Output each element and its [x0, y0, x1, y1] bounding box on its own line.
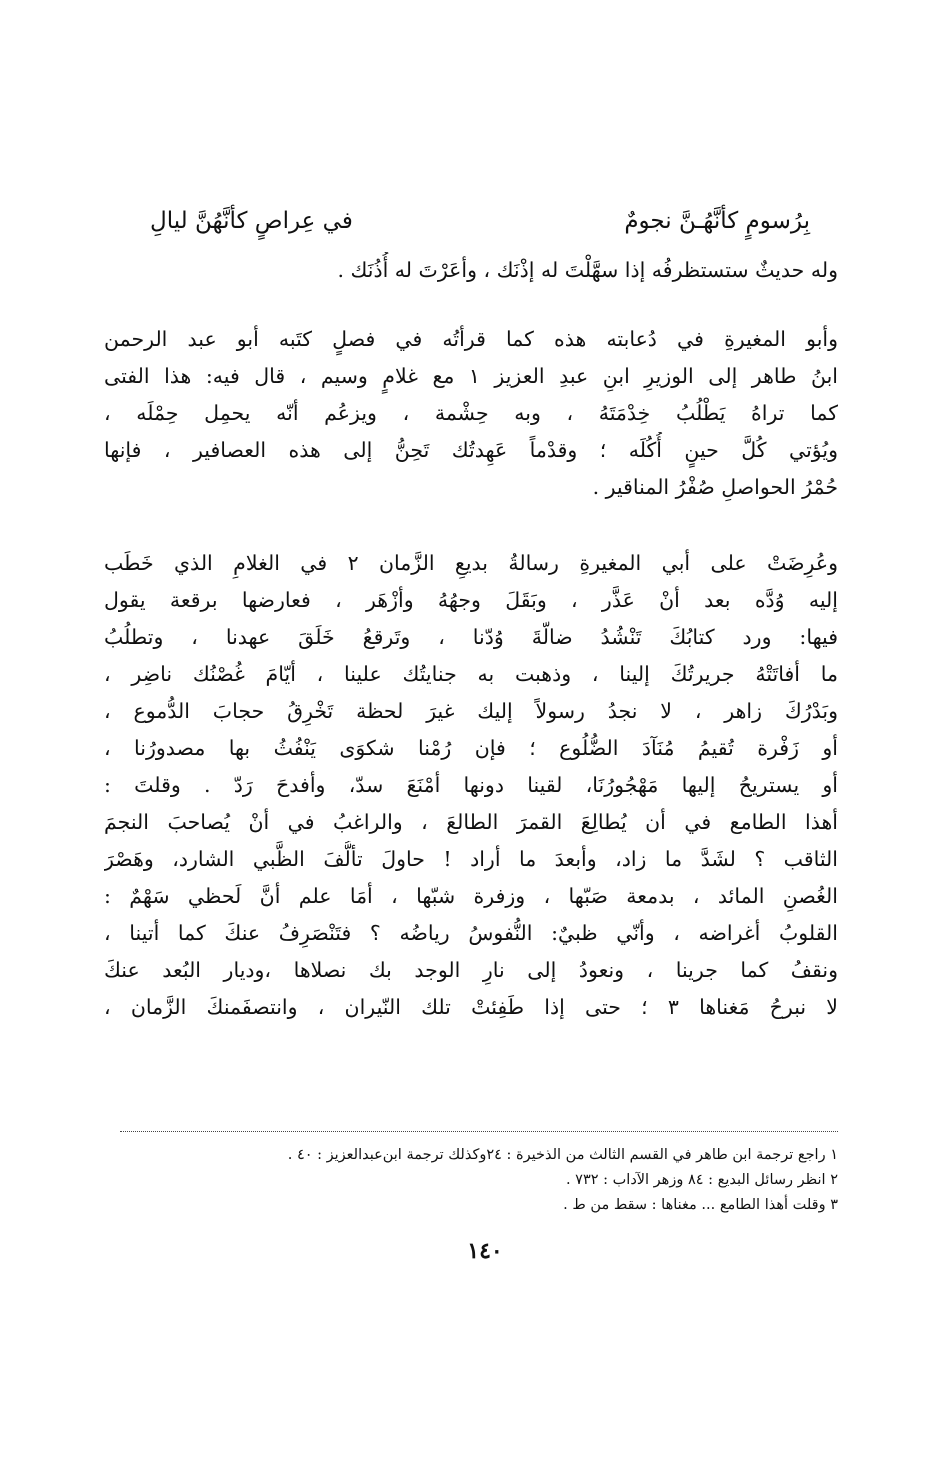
page-number: ١٤٠: [467, 1238, 503, 1264]
text-line: لا نبرحُ مَغناها ٣ ؛ حتى إذا طَفِئتْ تلك النّيران ، وانتصفَمنكَ الزَّمان ،: [104, 995, 838, 1019]
footnote-3: ٣ وقلت أهذا الطامع ... مغناها : سقط من ط .: [563, 1197, 838, 1213]
text-line: وعُرِضَتْ على أبي المغيرةِ رسالةُ بديعِ الزَّمان ٢ في الغلامِ الذي خَطَب: [104, 551, 838, 575]
text-line: ما أفاتَتْهُ جريرتُكَ إلينا ، وذهبت به جنايتُك علينا ، أيّامَ غُصْنُك ناضِر ،: [104, 662, 838, 686]
paragraph-3: [104, 545, 838, 1026]
text-line: أو زَفْرة تُقيمُ مُنَآدَ الضُّلُوع ؛ فإن رُمْنا شكوَى يَنْفُثُ بها مصدورُنا ،: [104, 736, 838, 760]
text-line: أهذا الطامع في أن يُطالِعَ القمرَ الطالعَ ، والراغبُ في أنْ يُصاحبَ النجمَ: [104, 810, 838, 834]
text-line: وله حديثٌ ستستظرفُه إذا سهَّلْتَ له إذْنَك ، وأعَرْتَ له أُذُنَك .: [337, 258, 838, 282]
text-line: ابنُ طاهر إلى الوزيرِ ابنِ عبدِ العزيز ١ مع غلامٍ وسيم ، قال فيه: هذا الفتى: [104, 364, 838, 388]
text-line: كما تراهُ يَطْلُبُ خِدْمَتَهُ ، وبه حِشْمة ، ويزعُم أنّه يحمِل حِمْلَه ،: [104, 401, 838, 425]
footnote-1: ١ راجع ترجمة ابن طاهر في القسم الثالث من الذخيرة : ٢٤وكذلك ترجمة ابن‌عبدالعزيز : ٤٠ .: [287, 1147, 838, 1163]
poetry-verse: [150, 208, 810, 252]
footnote-2: ٢ انظر رسائل البديع : ٨٤ وزهر الآداب : ٧٣٢ .: [565, 1172, 838, 1188]
paragraph-1: [104, 252, 838, 289]
text-line: فيها: ورد كتابُكَ تَنْشُدُ ضالّةَ وُدّنا ، وتَرقعُ خَلَقَ عهدنا ، وتطلُبُ: [104, 625, 838, 649]
text-line: ويُؤتي كُلَّ حينٍ أُكُلَه ؛ وقدْماً عَهِدتُك تَحِنُّ إلى هذه العصافير ، فإنها: [104, 438, 838, 462]
text-line: حُمْرُ الحواصلِ صُفْرُ المناقير .: [592, 475, 838, 499]
text-line: وأبو المغيرةِ في دُعابته هذه كما قرأتُه في فصلٍ كتَبه أبو عبد الرحمن: [104, 327, 838, 351]
paragraph-2: [104, 321, 838, 506]
verse-second-hemistich: في عِراصٍ كأنَّهُنَّ ليالِ: [150, 208, 353, 234]
text-line: الغُصنِ المائد ، بدمعة صَبّها ، وزفرة شبّها ، أمَا علم أنَّ لَحظي سَهْمٌ :: [104, 884, 838, 908]
text-line: الثاقب ؟ لشَدَّ ما زاد، وأبعدَ ما أراد ! حاولَ تألُّفَ الظَّبي الشارد، وهَصْرَ: [104, 847, 838, 871]
text-line: القلوبُ أغراضه ، وأنّي ظبيٌ: النُّفوسُ رياضُه ؟ فتَنْصَرِفُ عنكَ كما أتينا ،: [104, 921, 838, 945]
text-line: وبَدْرُكَ زاهر ، لا نجدُ رسولاً إليك غيرَ لحظة تَخْرِقُ حجابَ الدُّموع ،: [104, 699, 838, 723]
text-line: ونقفُ كما جرينا ، ونعودُ إلى نارِ الوجد بك نصلاها ،وديار البُعد عنكَ: [104, 958, 838, 982]
verse-first-hemistich: بِرُسومٍ كأنَّهُـنَّ نجومٌ: [624, 208, 810, 234]
text-line: إليه وُدَّه بعد أنْ عَذَّر ، وبَقَلَ وجهُهُ وأزْهَر ، فعارضها برقعة يقول: [104, 588, 838, 612]
text-line: أو يستريحُ إليها مَهْجُورُنَا، لقينا دونها أمْنَعَ سدّ، وأفدحَ رَدّ . وقلتَ :: [104, 773, 838, 797]
footnote-separator: [120, 1131, 838, 1132]
footnotes: [98, 1143, 838, 1218]
